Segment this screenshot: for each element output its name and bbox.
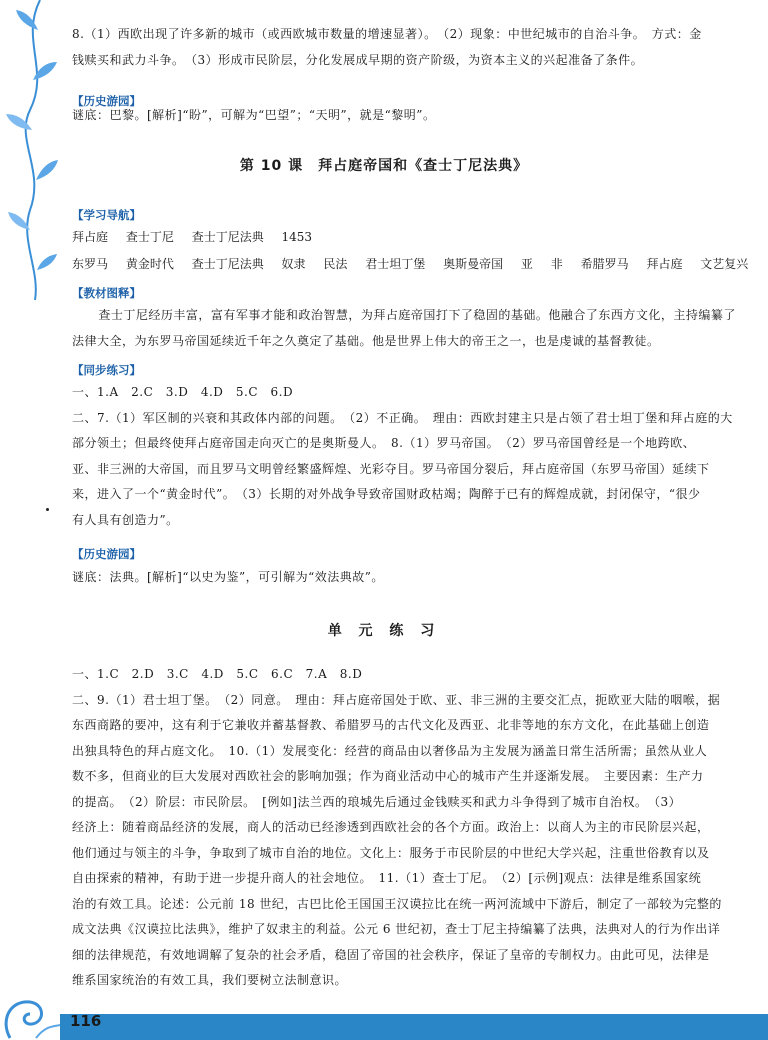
- textbook-illustration-label: 【教材图释】: [72, 286, 141, 300]
- unit-part-2-line: 数不多，但商业的巨大发展对西欧社会的影响加强；作为商业活动中心的城市产生并逐渐发展。 主要因素：生产力: [72, 769, 704, 783]
- unit-part-2-line: 自由探索的精神，有助于进一步提升商人的社会地位。 11.（1）查士丁尼。 （2）[示例]观点：法律是维系国家统: [72, 871, 702, 885]
- unit-part-2-line: 出独具特色的拜占庭文化。 10.（1）发展变化：经营的商品由以奢侈品为主发展为涵盖日常生活所需；虽然从业人: [72, 743, 708, 758]
- unit-part-2-line: 东西商路的要冲，这有利于它兼收并蓄基督教、希腊罗马的古代文化及西亚、北非等地的东方文化，在此基础上创造: [72, 718, 710, 732]
- guide-term: 奥斯曼帝国: [443, 257, 504, 271]
- sync-part-2-line: 来，进入了一个“黄金时代”。 （3）长期的对外战争导致帝国财政枯竭；陶醉于已有的辉煌成就，封闭保守，“很少: [72, 487, 701, 501]
- unit-part-2-line: 成文法典《汉谟拉比法典》，维护了奴隶主的利益。公元 6 世纪初，查士丁尼主持编纂了法典，法典对人的行为作出详: [72, 922, 721, 936]
- unit-part-2-line: 经济上：随着商品经济的发展，商人的活动已经渗透到西欧社会的各个方面。政治上：以商人为主的市民阶层兴起，: [72, 820, 710, 834]
- lesson-title: 第 10 课 拜占庭帝国和《查士丁尼法典》: [239, 158, 529, 174]
- guide-term: 君士坦丁堡: [365, 257, 426, 271]
- unit-practice-block: [72, 662, 738, 994]
- history-garden-text-1: 谜底：巴黎。[解析]“盼”，可解为“巴望”；“天明”，就是“黎明”。: [72, 108, 436, 122]
- guide-term: 拜占庭: [646, 257, 683, 271]
- sync-practice-block: [72, 380, 738, 533]
- sync-part-2-line: 二、7.（1）军区制的兴衰和其政体内部的问题。 （2）不正确。 理由：西欧封建主只是占领了君士坦丁堡和拜占庭的大: [72, 410, 733, 425]
- textbook-illustration-block: [72, 303, 738, 354]
- sync-practice-label: 【同步练习】: [72, 363, 141, 377]
- page-number: 116: [70, 1012, 102, 1030]
- unit-part-2-line: 的提高。 （2）阶层：市民阶层。 [例如]法兰西的琅城先后通过金钱赎买和武力斗争得到了城市自治权。 （3）: [72, 794, 682, 809]
- guide-term: 亚: [520, 257, 533, 271]
- guide-term: 奴隶: [281, 257, 306, 271]
- guide-term: 查士丁尼法典: [191, 257, 264, 271]
- sync-part-2-line: 部分领土；但最终使拜占庭帝国走向灭亡的是奥斯曼人。 8.（1）罗马帝国。 （2）罗马帝国曾经是一个地跨欧、: [72, 436, 696, 450]
- history-garden-answer-1: [72, 103, 738, 129]
- guide-term: 民法: [323, 257, 348, 271]
- textbook-line-1: 查士丁尼经历丰富，富有军事才能和政治智慧，为拜占庭帝国打下了稳固的基础。他融合了东西方文化，主持编纂了: [98, 308, 736, 322]
- guide-term: 文艺复兴: [700, 257, 749, 271]
- guide-term: 1453: [281, 230, 313, 244]
- q8-line-2: 钱赎买和武力斗争。 （3）形成市民阶层，分化发展成早期的资产阶级，为资本主义的兴起准备了条件。: [72, 52, 644, 67]
- unit-part-2-line: 二、9.（1）君士坦丁堡。 （2）同意。 理由：拜占庭帝国处于欧、亚、非三洲的主要交汇点，扼欧亚大陆的咽喉，据: [72, 692, 721, 707]
- study-guide-label: 【学习导航】: [72, 208, 141, 222]
- unit-part-2-line: 他们通过与领主的斗争，争取到了城市自治的地位。文化上：服务于市民阶层的中世纪大学兴起，注重世俗教育以及: [72, 845, 710, 860]
- guide-term: 查士丁尼: [125, 230, 174, 244]
- study-guide-row-1: [72, 225, 326, 250]
- guide-term: 东罗马: [72, 257, 109, 271]
- sync-part-2-line: 有人具有创造力”。: [72, 512, 179, 527]
- sync-part-2-line: 亚、非三洲的大帝国，而且罗马文明曾经繁盛辉煌、光彩夺目。罗马帝国分裂后，拜占庭帝国（东罗马帝国）延续下: [72, 461, 710, 476]
- study-guide-row-2: [72, 252, 762, 277]
- vine-decoration: [0, 0, 70, 300]
- stray-dot: [46, 508, 49, 511]
- unit-part-2-line: 治的有效工具。论述：公元前 18 世纪，古巴比伦王国国王汉谟拉比在统一两河流域中下游后，制定了一部较为完整的: [72, 896, 722, 911]
- unit-part-1: 一、1.C 2.D 3.C 4.D 5.C 6.C 7.A 8.D: [72, 667, 363, 681]
- guide-term: 非: [550, 257, 563, 271]
- history-garden-answer-2: [72, 565, 738, 591]
- guide-term: 查士丁尼法典: [191, 230, 264, 244]
- q8-line-1: 8.（1）西欧出现了许多新的城市（或西欧城市数量的增速显著）。 （2）现象：中世纪城市的自治斗争。 方式：金: [72, 27, 702, 41]
- q8-answer-block: [72, 22, 738, 73]
- history-garden-label-2: 【历史游园】: [72, 547, 141, 561]
- history-garden-text-2: 谜底：法典。[解析]“以史为鉴”，可引解为“效法典故”。: [72, 570, 384, 584]
- unit-part-2-line: 细的法律规范，有效地调解了复杂的社会矛盾，稳固了帝国的社会秩序，保证了皇帝的专制权力。由此可见，法律是: [72, 947, 710, 962]
- sync-part-1: 一、1.A 2.C 3.D 4.D 5.C 6.D: [72, 385, 294, 399]
- guide-term: 拜占庭: [72, 230, 109, 244]
- guide-term: 希腊罗马: [580, 257, 629, 271]
- unit-part-2-line: 维系国家统治的有效工具，我们要树立法制意识。: [72, 973, 348, 987]
- unit-practice-title: 单 元 练 习: [327, 623, 441, 639]
- history-garden-label-1: 【历史游园】: [72, 94, 141, 108]
- footer-bar: [60, 1014, 768, 1040]
- guide-term: 黄金时代: [125, 257, 174, 271]
- textbook-line-2: 法律大全，为东罗马帝国延续近千年之久奠定了基础。他是世界上伟大的帝王之一，也是虔诚的基督教徒。: [72, 333, 660, 348]
